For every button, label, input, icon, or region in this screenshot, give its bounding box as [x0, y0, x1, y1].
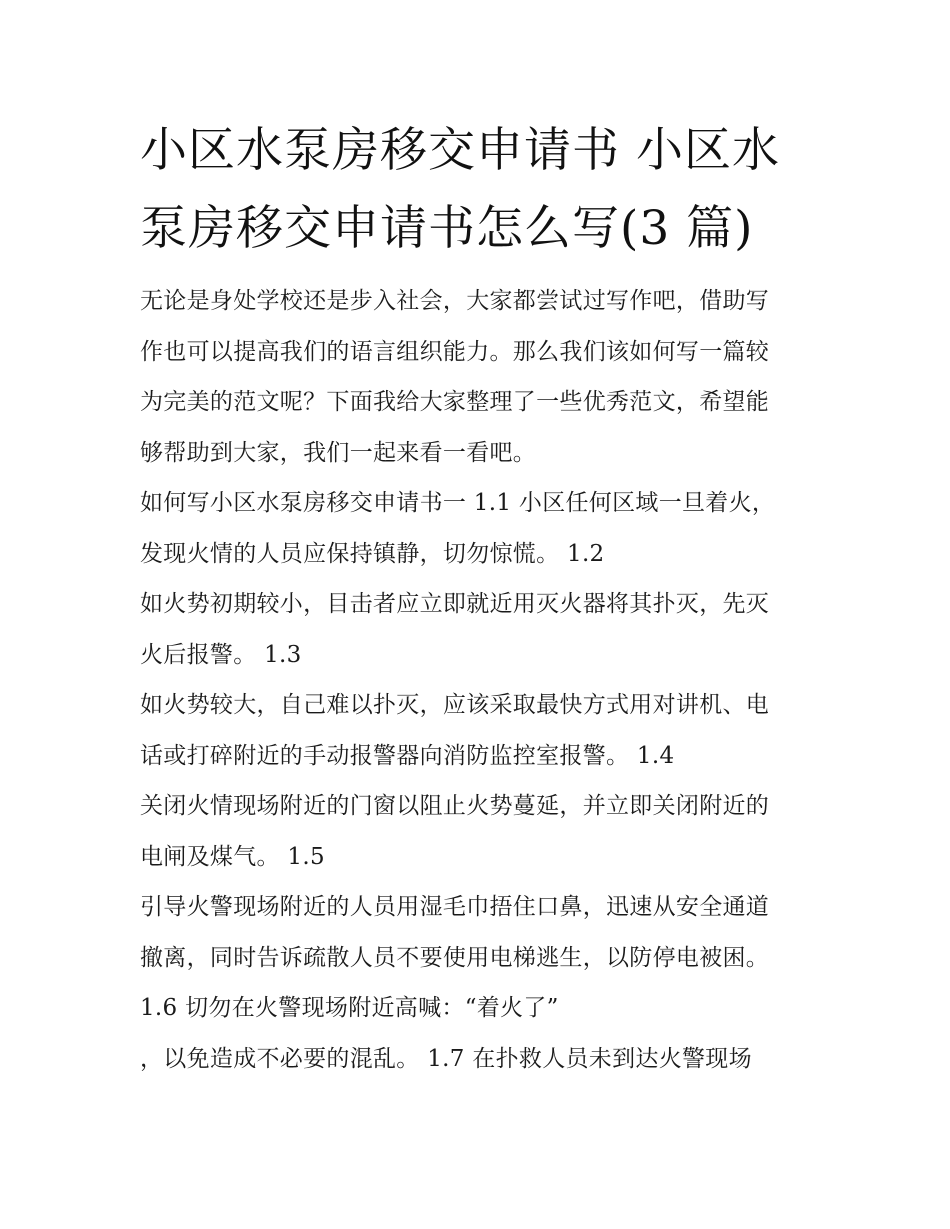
body-line: 无论是身处学校还是步入社会，大家都尝试过写作吧，借助写	[140, 288, 770, 314]
body-line: 作也可以提高我们的语言组织能力。那么我们该如何写一篇较	[140, 338, 770, 365]
body-line: ，以免造成不必要的混乱。 1.7 在扑救人员未到达火警现场	[140, 1045, 752, 1072]
body-line: 电闸及煤气。 1.5	[140, 843, 325, 870]
body-line: 发现火情的人员应保持镇静，切勿惊慌。 1.2	[140, 540, 605, 567]
body-line: 为完美的范文呢？下面我给大家整理了一些优秀范文，希望能	[140, 389, 770, 415]
body-line: 如火势初期较小，目击者应立即就近用灭火器将其扑灭，先灭	[140, 591, 770, 617]
body-line: 关闭火情现场附近的门窗以阻止火势蔓延，并立即关闭附近的	[140, 793, 770, 819]
body-line: 够帮助到大家，我们一起来看一看吧。	[140, 439, 537, 466]
body-line: 撤离，同时告诉疏散人员不要使用电梯逃生，以防停电被困。	[140, 944, 770, 971]
page-title	[140, 112, 820, 268]
body-line: 火后报警。 1.3	[140, 641, 302, 668]
title-line: 泵房移交申请书怎么写(3 篇)	[140, 201, 754, 256]
body-line: 引导火警现场附近的人员用湿毛巾捂住口鼻，迅速从安全通道	[140, 894, 770, 920]
title-line: 小区水泵房移交申请书 小区水	[140, 123, 780, 178]
document-body	[140, 282, 820, 1090]
body-line: 如火势较大，自己难以扑灭，应该采取最快方式用对讲机、电	[140, 692, 770, 718]
body-line: 话或打碎附近的手动报警器向消防监控室报警。 1.4	[140, 742, 675, 769]
body-line: 1.6 切勿在火警现场附近高喊：“着火了”	[140, 995, 559, 1021]
body-line: 如何写小区水泵房移交申请书一 1.1 小区任何区域一旦着火，	[140, 490, 776, 516]
